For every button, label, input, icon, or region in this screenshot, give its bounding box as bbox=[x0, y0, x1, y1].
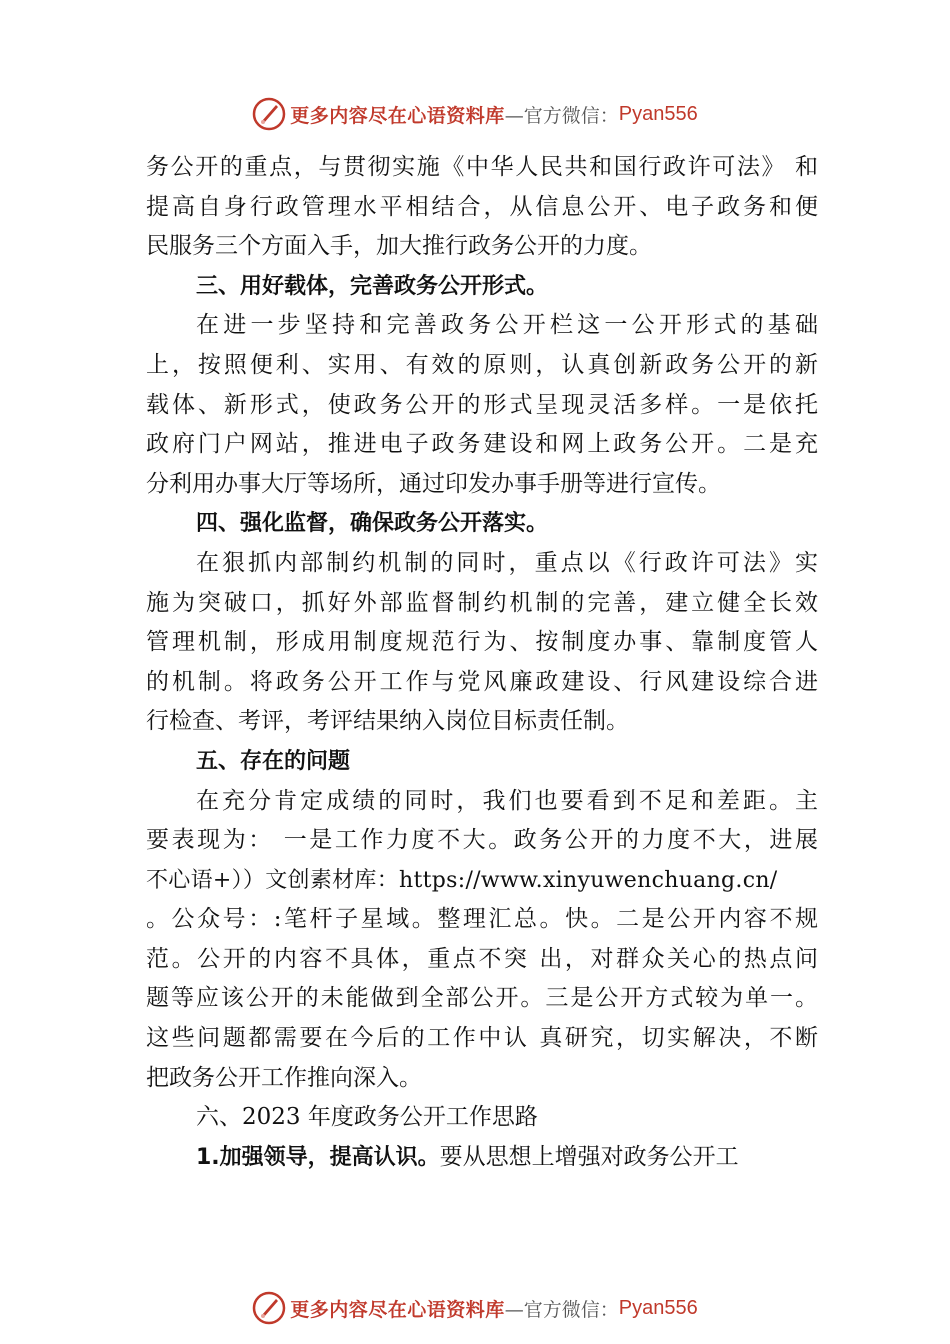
section-heading-3: 三、用好载体，完善政务公开形式。 bbox=[196, 273, 549, 299]
paragraph-line: 这些问题都需要在今后的工作中认 真研究，切实解决，不断 bbox=[146, 1025, 818, 1052]
paragraph-line: 管理机制，形成用制度规范行为、按制度办事、靠制度管人 bbox=[146, 629, 818, 656]
header-watermark bbox=[0, 92, 950, 136]
brush-logo-icon bbox=[252, 97, 286, 131]
paragraph-line: 务公开的重点，与贯彻实施《中华人民共和国行政许可法》 和 bbox=[146, 154, 818, 180]
banner-dash-text: —官方微信： bbox=[504, 1298, 619, 1321]
paragraph-line: 上，按照便利、实用、有效的原则，认真创新政务公开的新 bbox=[146, 351, 818, 378]
paragraph-line: 题等应该公开的未能做到全部公开。三是公开方式较为单一。 bbox=[146, 985, 818, 1012]
paragraph-line: 把政务公开工作推向深入。 bbox=[146, 1064, 422, 1091]
paragraph-text: 要从思想上增强对政务公开工 bbox=[439, 1143, 739, 1170]
paragraph-line: 要表现为： 一是工作力度不大。政务公开的力度不大，进展 bbox=[146, 827, 818, 854]
paragraph-line-url: 不心语+））文创素材库：https://www.xinyuwenchuang.cn/ bbox=[146, 867, 778, 893]
section-heading-4: 四、强化监督，确保政务公开落实。 bbox=[196, 511, 549, 537]
paragraph-line: 政府门户网站，推进电子政务建设和网上政务公开。二是充 bbox=[146, 431, 818, 458]
section-heading-6: 六、2023 年度政务公开工作思路 bbox=[196, 1104, 538, 1131]
paragraph-line: 。公众号：:笔杆子星域。整理汇总。快。二是公开内容不规 bbox=[146, 906, 818, 933]
paragraph-line: 提高自身行政管理水平相结合，从信息公开、电子政务和便 bbox=[146, 193, 818, 220]
banner-wechat-id: Pyan556 bbox=[618, 102, 698, 125]
document-body bbox=[146, 148, 818, 1177]
paragraph-line: 在充分肯定成绩的同时，我们也要看到不足和差距。主 bbox=[196, 787, 818, 814]
paragraph-line: 的机制。将政务公开工作与党风廉政建设、行风建设综合进 bbox=[146, 668, 818, 695]
banner-main-text: 更多内容尽在心语资料库 bbox=[290, 104, 505, 127]
banner-wechat-id: Pyan556 bbox=[618, 1296, 698, 1319]
paragraph-line: 载体、新形式，使政务公开的形式呈现灵活多样。一是依托 bbox=[146, 391, 818, 418]
paragraph-line: 范。公开的内容不具体，重点不突 出，对群众关心的热点问 bbox=[146, 945, 818, 972]
paragraph-line: 民服务三个方面入手，加大推行政务公开的力度。 bbox=[146, 233, 652, 260]
paragraph-line: 在狠抓内部制约机制的同时，重点以《行政许可法》实 bbox=[196, 549, 818, 576]
paragraph-line: 分利用办事大厅等场所，通过印发办事手册等进行宣传。 bbox=[146, 470, 721, 497]
banner-dash-text: —官方微信： bbox=[504, 104, 619, 127]
brush-logo-icon bbox=[252, 1291, 286, 1325]
paragraph-line-last bbox=[146, 1138, 818, 1178]
subheading-1: 1.加强领导，提高认识。 bbox=[196, 1144, 440, 1170]
section-heading-5: 五、存在的问题 bbox=[196, 748, 351, 774]
paragraph-line: 行检查、考评，考评结果纳入岗位目标责任制。 bbox=[146, 708, 629, 735]
paragraph-line: 施为突破口，抓好外部监督制约机制的完善，建立健全长效 bbox=[146, 589, 818, 616]
paragraph-line: 在进一步坚持和完善政务公开栏这一公开形式的基础 bbox=[196, 312, 818, 339]
footer-watermark bbox=[0, 1286, 950, 1330]
banner-main-text: 更多内容尽在心语资料库 bbox=[290, 1298, 505, 1321]
